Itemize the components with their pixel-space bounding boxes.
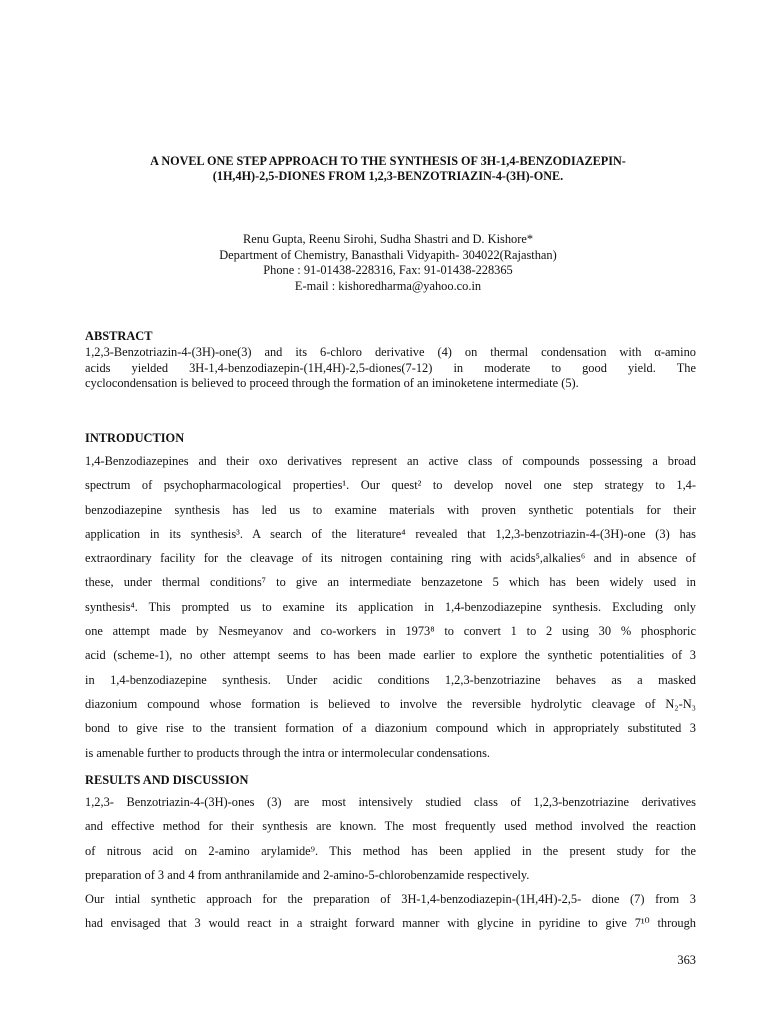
introduction-line: in 1,4-benzodiazepine synthesis. Under acidic conditions 1,2,3-benzotriazine behaves as a masked	[85, 672, 696, 687]
results-line: preparation of 3 and 4 from anthranilamide and 2-amino-5-chlorobenzamide respectively.	[85, 867, 530, 882]
introduction-line: these, under thermal conditions⁷ to give an intermediate benzazetone 5 which has been widely used in	[85, 575, 696, 590]
results-line: Our intial synthetic approach for the preparation of 3H-1,4-benzodiazepin-(1H,4H)-2,5- dione (7) from 3	[85, 892, 696, 907]
abstract-text	[85, 345, 696, 392]
title-line-1: A NOVEL ONE STEP APPROACH TO THE SYNTHESIS OF 3H-1,4-BENZODIAZEPIN-	[150, 154, 626, 168]
author-names: Renu Gupta, Reenu Sirohi, Sudha Shastri and D. Kishore*	[242, 232, 534, 246]
introduction-line: benzodiazepine synthesis has led us to examine materials with proven synthetic potentials for their	[85, 502, 696, 517]
abstract-line: acids yielded 3H-1,4-benzodiazepin-(1H,4H)-2,5-diones(7-12) in moderate to good yield. The	[85, 360, 696, 375]
author-block	[80, 232, 696, 294]
introduction-line: 1,4-Benzodiazepines and their oxo derivatives represent an active class of compounds possessing a broad	[85, 454, 696, 468]
affiliation: Department of Chemistry, Banasthali Vidyapith- 304022(Rajasthan)	[219, 247, 557, 262]
results-line: and effective method for their synthesis are known. The most frequently used method involved the reaction	[85, 819, 696, 834]
introduction-line: bond to give rise to the transient formation of a diazonium compound which in appropriately substituted 3	[85, 721, 696, 736]
contact-phone: Phone : 91-01438-228316, Fax: 91-01438-228365	[263, 263, 513, 277]
abstract-heading: ABSTRACT	[85, 329, 153, 343]
introduction-line: is amenable further to products through the intra or intermolecular condensations.	[85, 745, 490, 760]
introduction-line: diazonium compound whose formation is believed to involve the reversible hydrolytic cleavage of N₂-N₃	[85, 696, 696, 711]
page-number: 363	[677, 953, 696, 967]
introduction-line: spectrum of psychopharmacological properties¹. Our quest² to develop novel one step strategy to 1,4-	[85, 478, 696, 493]
introduction-line: acid (scheme-1), no other attempt seems to has been made earlier to explore the synthetic potentialities of 3	[85, 648, 696, 663]
abstract-line: cyclocondensation is believed to proceed through the formation of an iminoketene intermediate (5).	[85, 376, 579, 390]
results-line: had envisaged that 3 would react in a straight forward manner with glycine in pyridine to give 7¹⁰ through	[85, 916, 696, 931]
results-line: 1,2,3- Benzotriazin-4-(3H)-ones (3) are most intensively studied class of 1,2,3-benzotriazine derivatives	[85, 795, 696, 809]
title-line-2: (1H,4H)-2,5-DIONES FROM 1,2,3-BENZOTRIAZIN-4-(3H)-ONE.	[212, 169, 564, 183]
results-line: of nitrous acid on 2-amino arylamide⁹. This method has been applied in the present study for the	[85, 843, 696, 858]
abstract-line: 1,2,3-Benzotriazin-4-(3H)-one(3) and its 6-chloro derivative (4) on thermal condensation with α-amino	[85, 345, 696, 359]
contact-email: E-mail : kishoredharma@yahoo.co.in	[294, 278, 482, 293]
results-text	[85, 790, 696, 936]
introduction-line: application in its synthesis³. A search of the literature⁴ revealed that 1,2,3-benzotriazin-4-(3H)-one (3) has	[85, 526, 696, 541]
introduction-heading: INTRODUCTION	[85, 431, 185, 445]
paper-title	[80, 154, 696, 184]
results-heading: RESULTS AND DISCUSSION	[85, 773, 249, 787]
introduction-line: one attempt made by Nesmeyanov and co-workers in 1973⁸ to convert 1 to 2 using 30 % phosphoric	[85, 624, 696, 639]
introduction-line: extraordinary facility for the cleavage of its nitrogen containing ring with acids⁵,alkalies⁶ and in absence of	[85, 551, 696, 566]
introduction-line: synthesis⁴. This prompted us to examine its application in 1,4-benzodiazepine synthesis. Excluding only	[85, 599, 696, 614]
introduction-text	[85, 449, 696, 765]
